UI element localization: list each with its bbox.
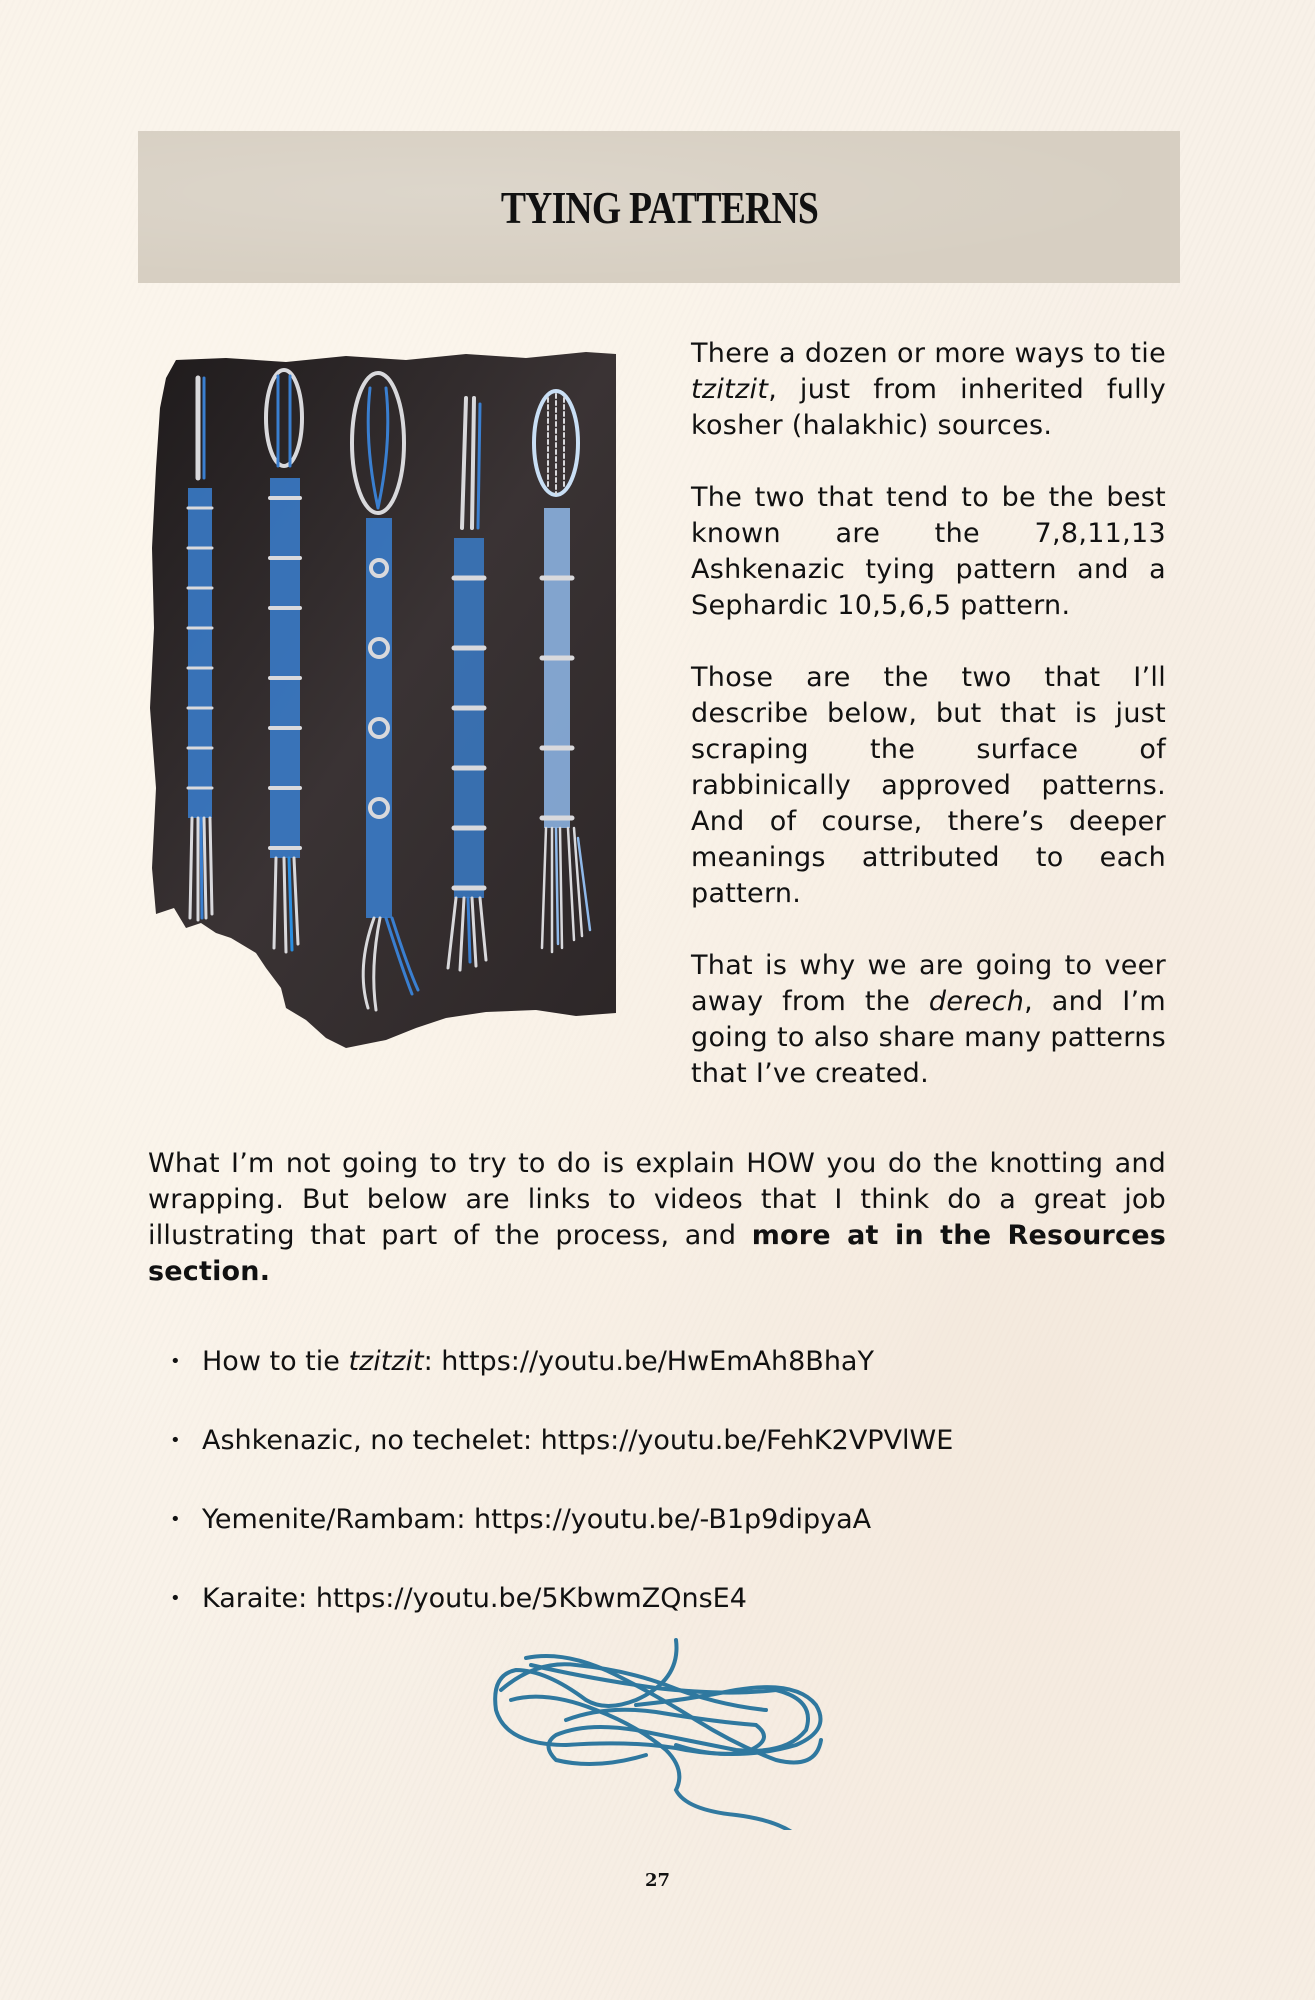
- intro-paragraph: What I’m not going to try to do is explain HOW you do the knotting and wrapping. But below are links to videos that I think do a great job illustrating that part of the process, and more at in the Resources section.: [148, 1148, 1166, 1287]
- list-item: • How to tie tzitzit: https://youtu.be/HwEmAh8BhaY: [170, 1344, 1070, 1423]
- video-link-yemenite[interactable]: https://youtu.be/-B1p9dipyaA: [474, 1504, 872, 1535]
- paragraph-veer-away: That is why we are going to veer away from the derech, and I’m going to also share many patterns that I’ve created.: [691, 950, 1166, 1089]
- list-item: • Yemenite/Rambam: https://youtu.be/-B1p9dipyaA: [170, 1502, 1070, 1581]
- paragraph-best-known: The two that tend to be the best known are the 7,8,11,13 Ashkenazic tying pattern and a Sephardic 10,5,6,5 pattern.: [691, 482, 1166, 621]
- paragraph-ways-to-tie: There a dozen or more ways to tie tzitzit, just from inherited fully kosher (halakhic) sources.: [691, 338, 1166, 441]
- video-link-karaite[interactable]: https://youtu.be/5KbwmZQnsE4: [315, 1583, 747, 1614]
- video-links-list: [170, 1344, 1070, 1660]
- list-item: • Ashkenazic, no techelet: https://youtu.be/FehK2VPVlWE: [170, 1423, 1070, 1502]
- thread-icon: [486, 1630, 836, 1830]
- page-number: 27: [644, 1870, 671, 1891]
- bullet-icon: •: [170, 1509, 181, 1530]
- list-item: • Karaite: https://youtu.be/5KbwmZQnsE4: [170, 1581, 1070, 1660]
- bullet-icon: •: [170, 1588, 181, 1609]
- side-text-column: [691, 336, 1166, 1128]
- paragraph-describe-below: Those are the two that I’ll describe below, but that is just scraping the surface of rabbinically approved patterns. And of course, there’s deeper meanings attributed to each pattern.: [691, 662, 1166, 909]
- tzitzit-illustration: [146, 348, 616, 1068]
- bullet-icon: •: [170, 1351, 181, 1372]
- video-link-how-to-tie[interactable]: https://youtu.be/HwEmAh8BhaY: [441, 1346, 874, 1377]
- tzitzit-image: [146, 348, 616, 1068]
- resources-reference: more at in the Resources section.: [148, 1220, 1166, 1287]
- blue-thread-decoration: [486, 1630, 836, 1830]
- video-link-ashkenazic[interactable]: https://youtu.be/FehK2VPVlWE: [540, 1425, 954, 1456]
- title-banner: [138, 131, 1180, 283]
- page-title: TYING PATTERNS: [500, 181, 818, 233]
- bullet-icon: •: [170, 1430, 181, 1451]
